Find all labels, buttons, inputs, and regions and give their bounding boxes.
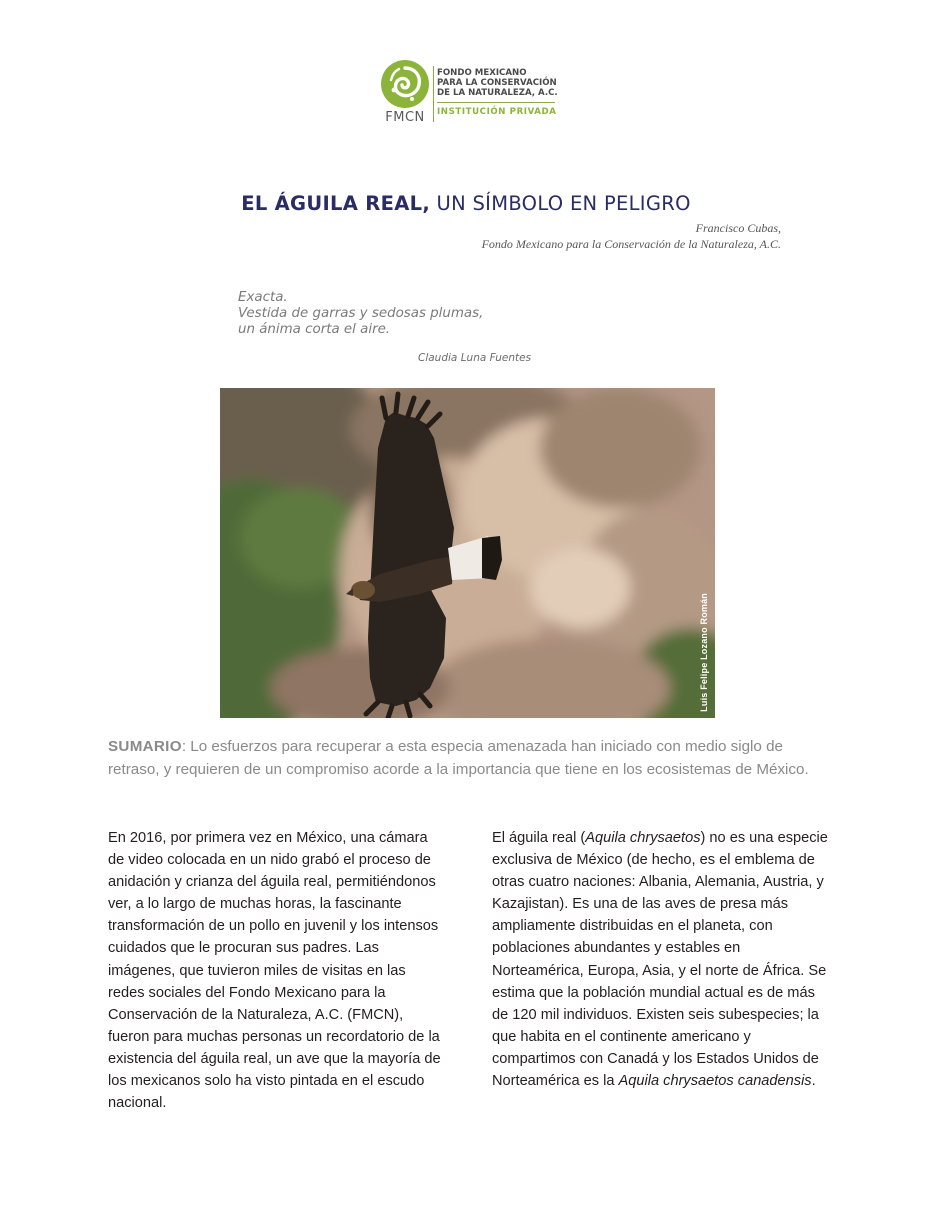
poem-line: un ánima corta el aire. (238, 322, 391, 337)
logo-name-line: PARA LA CONSERVACIÓN (437, 78, 557, 88)
logo-name-line: FONDO MEXICANO (437, 68, 527, 78)
subspecies-name: Aquila chrysaetos canadensis (618, 1073, 812, 1090)
body-column-right (492, 827, 830, 1092)
summary-label: SUMARIO (108, 738, 182, 755)
author-name: Francisco Cubas, (695, 221, 781, 235)
logo-tagline: INSTITUCIÓN PRIVADA (437, 107, 557, 117)
logo-divider (433, 66, 434, 122)
logo-abbreviation: FMCN (385, 110, 425, 125)
fmcn-emblem-icon (379, 58, 431, 110)
logo-rule (437, 102, 555, 103)
article-title (0, 192, 932, 215)
body-text: ) no es una especie exclusiva de México (de hecho, es el emblema de otras cuatro naciones: Albania, Alemania, Austria, y Kazajistan). Es una de las aves de presa más ampliamente distribuidas en el planeta, con poblaciones abundantes y estables en Norteamérica, Europa, Asia, y el norte de África. Se estima que la población mundial actual es de más de 120 mil individuos. Existen seis subespecies; la que habita en el continente americano y compartimos con Canadá y los Estados Unidos de Norteamérica es la (492, 830, 828, 1090)
logo-name (437, 68, 558, 98)
eagle-photo (220, 388, 715, 718)
body-text: . (811, 1073, 816, 1090)
author-affiliation: Fondo Mexicano para la Conservación de la Naturaleza, A.C. (481, 237, 781, 251)
summary-text: Lo esfuerzos para recuperar a esta especia amenazada han iniciado con medio siglo de retraso, y requieren de un compromiso acorde a la importancia que tiene en los ecosistemas de México. (108, 738, 809, 778)
summary-separator: : (181, 738, 191, 755)
body-column-left: En 2016, por primera vez en México, una cámara de video colocada en un nido grabó el proceso de anidación y crianza del águila real, permitiéndonos ver, a lo largo de muchas horas, la fascinante transformación de un pollo en juvenil y los intensos cuidados que le procuran sus padres. Las imágenes, que tuvieron miles de visitas en las redes sociales del Fondo Mexicano para la Conservación de la Naturaleza, A.C. (FMCN), fueron para muchas personas un recordatorio de la existencia del águila real, un ave que la mayoría de los mexicanos solo ha visto pintada en el escudo nacional. (108, 830, 441, 1112)
photo-credit: Luis Felipe Lozano Román (699, 593, 709, 712)
epigraph-poem (238, 290, 483, 338)
byline (482, 220, 781, 252)
poem-author: Claudia Luna Fuentes (418, 352, 532, 364)
eagle-illustration (220, 388, 715, 718)
body-text: El águila real ( (492, 830, 586, 846)
species-name: Aquila chrysaetos (585, 830, 701, 846)
article-title-strong: EL ÁGUILA REAL, (241, 192, 431, 215)
poem-line: Vestida de garras y sedosas plumas, (238, 306, 484, 321)
fmcn-logo (379, 58, 579, 128)
summary (108, 735, 828, 781)
poem-line: Exacta. (238, 290, 288, 305)
logo-name-line: DE LA NATURALEZA, A.C. (437, 88, 558, 98)
article-title-rest: UN SÍMBOLO EN PELIGRO (430, 192, 691, 215)
